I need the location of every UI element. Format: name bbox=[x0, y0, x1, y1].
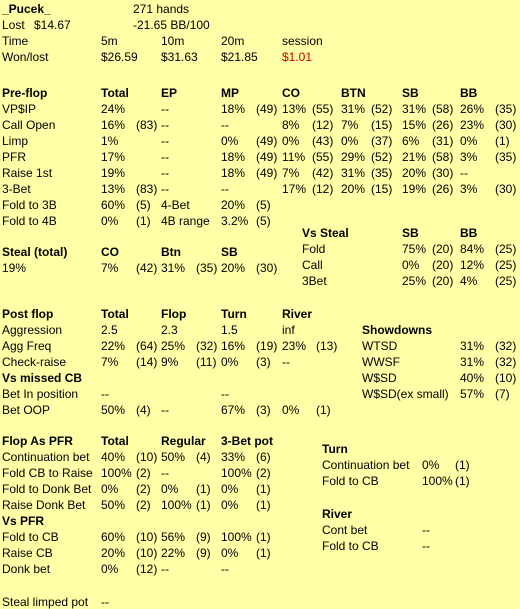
river-heading: River bbox=[322, 507, 353, 521]
missed-cb-cell: 50% bbox=[101, 403, 126, 417]
vs-pfr-cell: (12) bbox=[136, 562, 158, 576]
vs-steal-cell: 75% bbox=[402, 242, 427, 256]
preflop-cell: 18% bbox=[221, 166, 246, 180]
steal-cell: (30) bbox=[256, 261, 278, 275]
vs-pfr-cell: 22% bbox=[161, 546, 186, 560]
flop-pfr-cell: (6) bbox=[256, 450, 271, 464]
steal-cell: 20% bbox=[221, 261, 246, 275]
fold-to-4b-cell: (5) bbox=[256, 214, 271, 228]
vs-pfr-row-label: Raise CB bbox=[2, 546, 53, 560]
preflop-cell: -- bbox=[161, 166, 169, 180]
missed-cb-cell: 67% bbox=[221, 403, 246, 417]
preflop-cell: 0% bbox=[282, 134, 300, 148]
vs-steal-header: SB bbox=[402, 226, 419, 240]
postflop-cell: (3) bbox=[256, 355, 271, 369]
flop-pfr-cell: (2) bbox=[136, 482, 151, 496]
vs-steal-header: Vs Steal bbox=[302, 226, 349, 240]
fold-to-3b-label: Fold to 3B bbox=[2, 198, 57, 212]
vs-pfr-cell: (1) bbox=[256, 546, 271, 560]
preflop-cell: 1% bbox=[101, 134, 119, 148]
vs-pfr-heading: Vs PFR bbox=[2, 514, 45, 528]
won-20m: $21.85 bbox=[221, 50, 258, 64]
showdown-row-label: WWSF bbox=[362, 355, 400, 369]
preflop-header: CO bbox=[282, 86, 300, 100]
postflop-cell: 1.5 bbox=[221, 323, 238, 337]
missed-cb-cell: -- bbox=[101, 387, 109, 401]
preflop-header: BB bbox=[460, 86, 478, 100]
preflop-cell: 3% bbox=[460, 150, 478, 164]
preflop-row-label: VP$IP bbox=[2, 102, 37, 116]
vs-steal-header: BB bbox=[460, 226, 478, 240]
hands-count: 271 hands bbox=[133, 2, 190, 16]
steal-header: Steal (total) bbox=[2, 245, 68, 259]
preflop-cell: (49) bbox=[256, 166, 278, 180]
showdown-cell: 31% bbox=[460, 355, 485, 369]
preflop-cell: 7% bbox=[341, 118, 359, 132]
vs-pfr-row-label: Fold to CB bbox=[2, 530, 59, 544]
preflop-cell: (58) bbox=[432, 150, 454, 164]
missed-cb-cell: -- bbox=[161, 403, 169, 417]
postflop-cell: inf bbox=[282, 323, 295, 337]
postflop-header: Flop bbox=[161, 307, 187, 321]
vs-pfr-cell: -- bbox=[221, 562, 229, 576]
missed-cb-cell: 0% bbox=[282, 403, 300, 417]
fold-to-4b-cell: 3.2% bbox=[221, 214, 249, 228]
vs-steal-cell: 4% bbox=[460, 274, 478, 288]
turn-heading: Turn bbox=[322, 442, 348, 456]
preflop-cell: 16% bbox=[101, 118, 126, 132]
fold-to-4b-cell: 4B range bbox=[161, 214, 210, 228]
preflop-header: EP bbox=[161, 86, 178, 100]
fold-to-3b-cell: 4-Bet bbox=[161, 198, 190, 212]
flop-pfr-header: 3-Bet pot bbox=[221, 434, 273, 448]
postflop-cell: (13) bbox=[316, 339, 338, 353]
preflop-cell: (26) bbox=[432, 118, 454, 132]
flop-pfr-cell: (2) bbox=[136, 466, 151, 480]
preflop-cell: (12) bbox=[312, 182, 334, 196]
steal-cell: 19% bbox=[2, 261, 27, 275]
preflop-cell: 31% bbox=[402, 102, 427, 116]
fold-to-3b-cell: (5) bbox=[136, 198, 151, 212]
preflop-header: Pre-flop bbox=[2, 86, 48, 100]
steal-cell: 31% bbox=[161, 261, 186, 275]
steal-header: Btn bbox=[161, 245, 181, 259]
postflop-cell: (11) bbox=[196, 355, 217, 369]
preflop-cell: 0% bbox=[460, 134, 478, 148]
river-cell: -- bbox=[422, 523, 430, 537]
won-5m: $26.59 bbox=[101, 50, 138, 64]
preflop-cell: (30) bbox=[495, 118, 517, 132]
time-col-5m: 5m bbox=[101, 34, 118, 48]
vs-steal-cell: 0% bbox=[402, 258, 420, 272]
preflop-cell: (42) bbox=[312, 166, 334, 180]
preflop-cell: 15% bbox=[402, 118, 427, 132]
missed-cb-cell: -- bbox=[221, 387, 229, 401]
time-col-session: session bbox=[282, 34, 323, 48]
postflop-header: Post flop bbox=[2, 307, 54, 321]
turn-row-label: Continuation bet bbox=[322, 458, 410, 472]
flop-pfr-cell: 40% bbox=[101, 450, 126, 464]
preflop-row-label: PFR bbox=[2, 150, 26, 164]
preflop-cell: (49) bbox=[256, 102, 278, 116]
status-value: $14.67 bbox=[34, 18, 71, 32]
vs-steal-cell: (20) bbox=[432, 242, 454, 256]
vs-steal-cell: (20) bbox=[432, 274, 454, 288]
preflop-cell: (52) bbox=[371, 102, 393, 116]
postflop-cell: 2.5 bbox=[101, 323, 118, 337]
flop-pfr-cell: (10) bbox=[136, 450, 158, 464]
preflop-cell: (43) bbox=[312, 134, 334, 148]
preflop-cell: (15) bbox=[371, 118, 393, 132]
showdown-row-label: W$SD(ex small) bbox=[362, 387, 449, 401]
flop-pfr-row-label: Fold CB to Raise bbox=[2, 466, 93, 480]
fold-to-3b-cell: (5) bbox=[256, 198, 271, 212]
time-col-20m: 20m bbox=[221, 34, 245, 48]
preflop-cell: -- bbox=[161, 182, 169, 196]
turn-cell: 100% bbox=[422, 474, 453, 488]
postflop-cell: 25% bbox=[161, 339, 186, 353]
preflop-row-label: Limp bbox=[2, 134, 29, 148]
preflop-cell: (35) bbox=[371, 166, 393, 180]
vs-steal-row-label: 3Bet bbox=[302, 274, 327, 288]
preflop-cell: (37) bbox=[371, 134, 393, 148]
vs-pfr-row-label: Donk bet bbox=[2, 562, 51, 576]
flop-pfr-cell: 0% bbox=[221, 482, 239, 496]
turn-cell: (1) bbox=[455, 474, 470, 488]
flop-pfr-cell: 0% bbox=[161, 482, 179, 496]
preflop-cell: -- bbox=[460, 166, 468, 180]
preflop-cell: -- bbox=[161, 150, 169, 164]
preflop-cell: 24% bbox=[101, 102, 126, 116]
preflop-cell: 21% bbox=[402, 150, 427, 164]
vs-pfr-cell: (10) bbox=[136, 530, 158, 544]
steal-limped-pot-label: Steal limped pot bbox=[2, 595, 89, 609]
postflop-cell: 9% bbox=[161, 355, 179, 369]
vs-steal-cell: 84% bbox=[460, 242, 485, 256]
showdown-cell: (32) bbox=[495, 355, 517, 369]
turn-cell: 0% bbox=[422, 458, 440, 472]
preflop-header: SB bbox=[402, 86, 419, 100]
wonlost-label: Won/lost bbox=[2, 50, 49, 64]
fold-to-3b-cell: 60% bbox=[101, 198, 126, 212]
status-label: Lost bbox=[2, 18, 25, 32]
flop-pfr-cell: (1) bbox=[196, 482, 211, 496]
vs-steal-row-label: Fold bbox=[302, 242, 326, 256]
preflop-cell: 13% bbox=[282, 102, 307, 116]
preflop-cell: (35) bbox=[495, 102, 517, 116]
preflop-cell: 20% bbox=[402, 166, 427, 180]
won-10m: $31.63 bbox=[161, 50, 198, 64]
preflop-cell: 0% bbox=[221, 134, 239, 148]
vs-pfr-cell: 60% bbox=[101, 530, 126, 544]
steal-cell: (42) bbox=[136, 261, 158, 275]
showdown-cell: 31% bbox=[460, 339, 485, 353]
vs-pfr-cell: 100% bbox=[221, 530, 252, 544]
vs-steal-cell: 25% bbox=[402, 274, 427, 288]
preflop-cell: (30) bbox=[495, 182, 517, 196]
steal-cell: (35) bbox=[196, 261, 218, 275]
preflop-cell: 20% bbox=[341, 182, 366, 196]
postflop-cell: 16% bbox=[221, 339, 246, 353]
won-session: $1.01 bbox=[282, 50, 313, 64]
vs-pfr-cell: -- bbox=[161, 562, 169, 576]
preflop-cell: (49) bbox=[256, 134, 278, 148]
preflop-cell: 17% bbox=[101, 150, 126, 164]
vs-steal-cell: (25) bbox=[495, 258, 517, 272]
preflop-row-label: Call Open bbox=[2, 118, 56, 132]
steal-cell: 7% bbox=[101, 261, 119, 275]
postflop-cell: 22% bbox=[101, 339, 126, 353]
preflop-header: BTN bbox=[341, 86, 366, 100]
flop-pfr-cell: 100% bbox=[161, 498, 192, 512]
postflop-cell: -- bbox=[282, 355, 290, 369]
postflop-header: Turn bbox=[221, 307, 247, 321]
preflop-cell: (35) bbox=[495, 150, 517, 164]
fold-to-4b-cell: 0% bbox=[101, 214, 119, 228]
preflop-cell: 0% bbox=[341, 134, 359, 148]
preflop-cell: 26% bbox=[460, 102, 485, 116]
flop-pfr-cell: -- bbox=[161, 466, 169, 480]
preflop-cell: 8% bbox=[282, 118, 300, 132]
flop-pfr-row-label: Continuation bet bbox=[2, 450, 90, 464]
vs-pfr-cell: 20% bbox=[101, 546, 126, 560]
vs-pfr-cell: (9) bbox=[196, 546, 211, 560]
preflop-cell: -- bbox=[161, 134, 169, 148]
preflop-cell: 19% bbox=[402, 182, 427, 196]
postflop-cell: (64) bbox=[136, 339, 158, 353]
postflop-row-label: Check-raise bbox=[2, 355, 67, 369]
vs-missed-cb-heading: Vs missed CB bbox=[2, 371, 83, 385]
flop-pfr-cell: (2) bbox=[256, 466, 271, 480]
fold-to-4b-label: Fold to 4B bbox=[2, 214, 57, 228]
preflop-cell: 18% bbox=[221, 150, 246, 164]
vs-pfr-cell: (1) bbox=[256, 530, 271, 544]
vs-steal-cell: (25) bbox=[495, 242, 517, 256]
steal-header: CO bbox=[101, 245, 119, 259]
flop-pfr-cell: 100% bbox=[101, 466, 132, 480]
preflop-row-label: Raise 1st bbox=[2, 166, 53, 180]
flop-pfr-cell: 50% bbox=[161, 450, 186, 464]
preflop-cell: 29% bbox=[341, 150, 366, 164]
showdown-cell: 57% bbox=[460, 387, 485, 401]
flop-pfr-cell: 50% bbox=[101, 498, 126, 512]
preflop-cell: 17% bbox=[282, 182, 307, 196]
postflop-header: River bbox=[282, 307, 313, 321]
postflop-cell: (19) bbox=[256, 339, 278, 353]
preflop-cell: (52) bbox=[371, 150, 393, 164]
missed-cb-row-label: Bet In position bbox=[2, 387, 79, 401]
preflop-cell: (15) bbox=[371, 182, 393, 196]
flop-pfr-cell: 0% bbox=[221, 498, 239, 512]
flop-pfr-row-label: Fold to Donk Bet bbox=[2, 482, 92, 496]
turn-cell: (1) bbox=[455, 458, 470, 472]
steal-limped-pot-value: -- bbox=[101, 595, 109, 609]
preflop-cell: 23% bbox=[460, 118, 485, 132]
vs-steal-cell: (20) bbox=[432, 258, 454, 272]
postflop-cell: 23% bbox=[282, 339, 307, 353]
preflop-cell: 31% bbox=[341, 102, 366, 116]
postflop-cell: 7% bbox=[101, 355, 119, 369]
flop-pfr-cell: (1) bbox=[256, 498, 271, 512]
missed-cb-cell: (4) bbox=[136, 403, 151, 417]
preflop-cell: (58) bbox=[432, 102, 454, 116]
flop-pfr-cell: 100% bbox=[221, 466, 252, 480]
preflop-cell: 3% bbox=[460, 182, 478, 196]
preflop-cell: (12) bbox=[312, 118, 334, 132]
flop-pfr-row-label: Raise Donk Bet bbox=[2, 498, 86, 512]
preflop-header: Total bbox=[101, 86, 129, 100]
preflop-cell: 19% bbox=[101, 166, 126, 180]
vs-steal-cell: (25) bbox=[495, 274, 517, 288]
showdown-row-label: WTSD bbox=[362, 339, 398, 353]
preflop-cell: 11% bbox=[282, 150, 306, 164]
vs-pfr-cell: (10) bbox=[136, 546, 158, 560]
flop-pfr-cell: (4) bbox=[196, 450, 211, 464]
vs-pfr-cell: 0% bbox=[101, 562, 119, 576]
flop-pfr-cell: 0% bbox=[101, 482, 119, 496]
postflop-row-label: Agg Freq bbox=[2, 339, 52, 353]
time-col-10m: 10m bbox=[161, 34, 185, 48]
preflop-cell: 31% bbox=[341, 166, 366, 180]
preflop-cell: (30) bbox=[432, 166, 454, 180]
time-label: Time bbox=[2, 34, 29, 48]
vs-pfr-cell: (9) bbox=[196, 530, 211, 544]
missed-cb-cell: (3) bbox=[256, 403, 271, 417]
showdown-cell: (10) bbox=[495, 371, 517, 385]
showdown-cell: (7) bbox=[495, 387, 510, 401]
bb-per-100: -21.65 BB/100 bbox=[133, 18, 210, 32]
preflop-cell: (55) bbox=[312, 150, 334, 164]
flop-pfr-cell: (1) bbox=[256, 482, 271, 496]
steal-header: SB bbox=[221, 245, 238, 259]
preflop-cell: (26) bbox=[432, 182, 454, 196]
vs-steal-row-label: Call bbox=[302, 258, 323, 272]
preflop-cell: -- bbox=[161, 118, 169, 132]
postflop-row-label: Aggression bbox=[2, 323, 63, 337]
preflop-cell: 6% bbox=[402, 134, 420, 148]
flop-pfr-header: Regular bbox=[161, 434, 206, 448]
postflop-cell: 0% bbox=[221, 355, 239, 369]
flop-pfr-header: Total bbox=[101, 434, 129, 448]
flop-pfr-cell: (1) bbox=[196, 498, 211, 512]
turn-row-label: Fold to CB bbox=[322, 474, 379, 488]
flop-pfr-cell: 33% bbox=[221, 450, 246, 464]
vs-steal-cell: 12% bbox=[460, 258, 485, 272]
preflop-cell: 18% bbox=[221, 102, 246, 116]
showdown-cell: (32) bbox=[495, 339, 517, 353]
river-row-label: Fold to CB bbox=[322, 539, 379, 553]
preflop-cell: -- bbox=[221, 118, 229, 132]
preflop-header: MP bbox=[221, 86, 239, 100]
showdown-cell: 40% bbox=[460, 371, 485, 385]
preflop-cell: -- bbox=[161, 102, 169, 116]
fold-to-4b-cell: (1) bbox=[136, 214, 151, 228]
flop-pfr-header: Flop As PFR bbox=[2, 434, 73, 448]
preflop-cell: (55) bbox=[312, 102, 334, 116]
preflop-cell: (31) bbox=[432, 134, 454, 148]
preflop-row-label: 3-Bet bbox=[2, 182, 31, 196]
postflop-header: Total bbox=[101, 307, 129, 321]
preflop-cell: -- bbox=[221, 182, 229, 196]
showdown-row-label: W$SD bbox=[362, 371, 397, 385]
showdowns-heading: Showdowns bbox=[362, 323, 432, 337]
preflop-cell: (83) bbox=[136, 118, 158, 132]
preflop-cell: (49) bbox=[256, 150, 278, 164]
preflop-cell: (83) bbox=[136, 182, 158, 196]
postflop-cell: (14) bbox=[136, 355, 158, 369]
preflop-cell: 13% bbox=[101, 182, 126, 196]
vs-pfr-cell: 0% bbox=[221, 546, 239, 560]
river-cell: -- bbox=[422, 539, 430, 553]
player-name: _Pucek_ bbox=[2, 2, 51, 16]
river-row-label: Cont bet bbox=[322, 523, 368, 537]
flop-pfr-cell: (2) bbox=[136, 498, 151, 512]
postflop-cell: 2.3 bbox=[161, 323, 178, 337]
missed-cb-row-label: Bet OOP bbox=[2, 403, 51, 417]
missed-cb-cell: (1) bbox=[316, 403, 331, 417]
fold-to-3b-cell: 20% bbox=[221, 198, 246, 212]
preflop-cell: (1) bbox=[495, 134, 510, 148]
preflop-cell: 7% bbox=[282, 166, 300, 180]
postflop-cell: (32) bbox=[196, 339, 218, 353]
vs-pfr-cell: 56% bbox=[161, 530, 186, 544]
